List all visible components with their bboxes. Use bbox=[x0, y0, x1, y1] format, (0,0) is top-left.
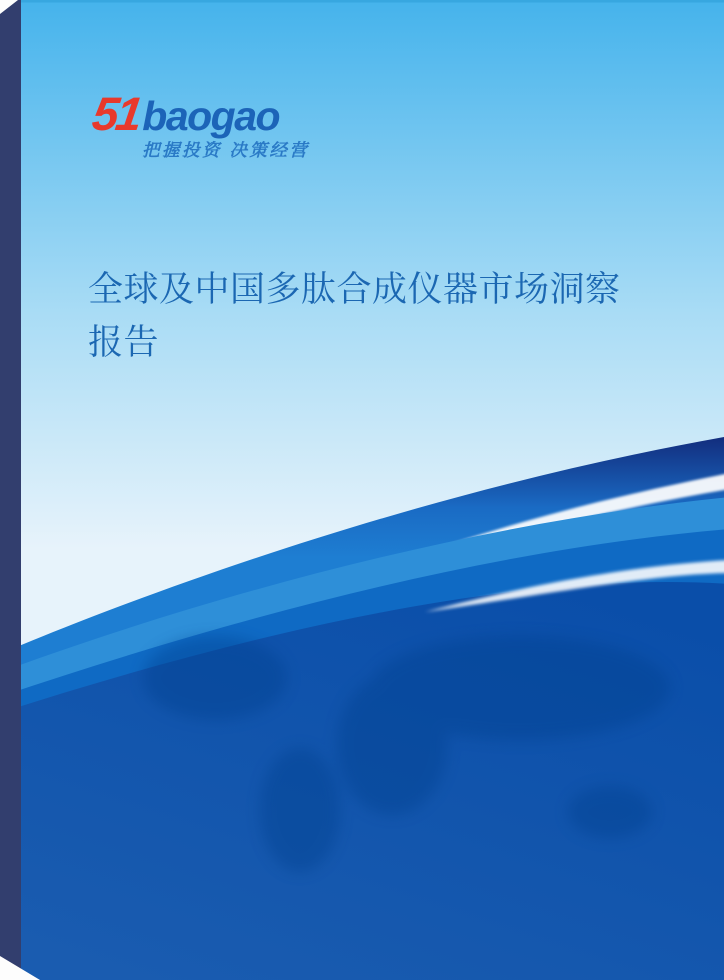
report-title: 全球及中国多肽合成仪器市场洞察报告 bbox=[88, 270, 621, 363]
logo-word-baogao: baogao bbox=[142, 93, 280, 139]
brand-logo-wordmark bbox=[89, 87, 309, 140]
top-edge-strip bbox=[0, 0, 724, 3]
brand-logo bbox=[89, 87, 310, 160]
logo-number-51: 51 bbox=[89, 87, 144, 140]
book-spine bbox=[0, 0, 21, 980]
logo-tagline: 把握投资 决策经营 bbox=[142, 140, 310, 160]
